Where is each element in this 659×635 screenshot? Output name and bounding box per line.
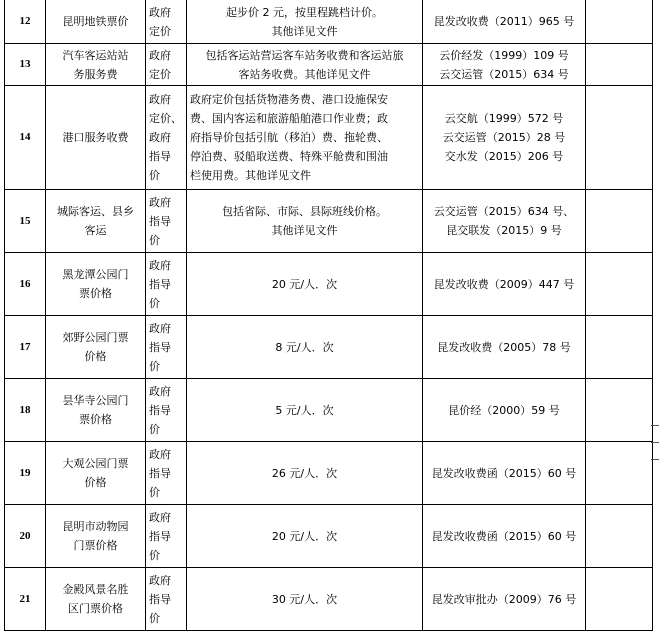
item-name-line: 金殿风景名胜 <box>62 583 129 596</box>
remarks-cell <box>586 44 653 86</box>
pricing-type-line: 政府 <box>149 48 171 62</box>
price-standard <box>187 442 423 505</box>
price-standard <box>187 0 423 44</box>
row-number: 14 <box>5 86 46 190</box>
item-name-line: 票价格 <box>79 287 112 300</box>
policy-document <box>423 44 586 86</box>
item-name <box>46 505 146 568</box>
price-standard <box>187 379 423 442</box>
policy-document-line: 昆发改收费（2009）447 号 <box>433 277 575 291</box>
pricing-type-line: 价 <box>149 296 160 310</box>
pricing-type <box>146 568 187 631</box>
row-number: 12 <box>5 0 46 44</box>
pricing-type-line: 政府 <box>149 384 171 398</box>
policy-document-line: 云交运管（2015）634 号、 <box>433 205 575 218</box>
margin-marks <box>651 425 659 476</box>
pricing-type-line: 指导 <box>149 214 171 228</box>
row-number: 21 <box>5 568 46 631</box>
pricing-type-line: 政府 <box>149 510 171 524</box>
row-number: 20 <box>5 505 46 568</box>
pricing-type <box>146 442 187 505</box>
pricing-type-line: 价 <box>149 611 160 625</box>
price-standard <box>187 505 423 568</box>
pricing-type <box>146 86 187 190</box>
margin-mark <box>651 459 659 460</box>
row-number: 13 <box>5 44 46 86</box>
remarks-cell <box>586 505 653 568</box>
remarks-cell <box>586 0 653 44</box>
item-name-line: 门票价格 <box>73 539 118 552</box>
price-standard <box>187 568 423 631</box>
item-name-line: 昆明地铁票价 <box>62 15 129 28</box>
pricing-type-line: 政府 <box>149 447 171 461</box>
item-name-line: 大观公园门票 <box>62 457 129 470</box>
price-standard-line: 26 元/人．次 <box>271 466 338 480</box>
policy-document-line: 云交运管（2015）634 号 <box>439 67 569 81</box>
table-row <box>5 568 653 631</box>
item-name <box>46 379 146 442</box>
pricing-type-line: 指导 <box>149 592 171 606</box>
table-row <box>5 86 653 190</box>
pricing-type-line: 政府 <box>149 131 171 144</box>
pricing-type-line: 指导 <box>149 340 171 354</box>
pricing-type-line: 指导 <box>149 466 171 480</box>
pricing-type-line: 价 <box>149 548 160 562</box>
pricing-type-line: 政府 <box>149 195 171 209</box>
margin-mark <box>651 425 659 426</box>
price-standard-line: 20 元/人．次 <box>271 277 338 291</box>
pricing-type-line: 指导 <box>149 150 171 163</box>
policy-document <box>423 253 586 316</box>
item-name <box>46 253 146 316</box>
price-standard-line: 府指导价包括引航（移泊）费、拖轮费、 <box>190 131 388 144</box>
price-standard-line: 8 元/人．次 <box>275 340 334 354</box>
fee-table-body <box>5 0 653 631</box>
pricing-type-line: 政府 <box>149 5 171 19</box>
row-number: 19 <box>5 442 46 505</box>
policy-document-line: 昆发改收费（2011）965 号 <box>433 15 575 28</box>
pricing-type-line: 价 <box>149 233 160 247</box>
price-standard-line: 20 元/人．次 <box>271 529 338 543</box>
pricing-type-line: 定价 <box>149 24 171 38</box>
item-name <box>46 0 146 44</box>
policy-document-line: 昆发改审批办（2009）76 号 <box>431 592 577 606</box>
price-standard-line: 栏使用费。其他详见文件 <box>190 169 311 182</box>
pricing-type-line: 政府 <box>149 258 171 272</box>
pricing-type-line: 价 <box>149 359 160 373</box>
row-number: 18 <box>5 379 46 442</box>
price-standard <box>187 190 423 253</box>
price-standard <box>187 86 423 190</box>
item-name-line: 汽车客运站站 <box>62 48 129 62</box>
policy-document-line: 昆发改收费函（2015）60 号 <box>431 466 577 480</box>
pricing-type-line: 政府 <box>149 93 171 106</box>
remarks-cell <box>586 253 653 316</box>
margin-mark <box>651 442 659 443</box>
price-standard-line: 其他详见文件 <box>271 224 338 237</box>
pricing-type <box>146 316 187 379</box>
item-name-line: 昆明市动物园 <box>62 520 129 533</box>
pricing-type-line: 定价 <box>149 67 171 81</box>
row-number: 17 <box>5 316 46 379</box>
price-standard-line: 30 元/人．次 <box>271 592 338 606</box>
item-name-line: 港口服务收费 <box>62 131 129 144</box>
price-standard-line: 包括省际、市际、县际班线价格。 <box>222 205 387 218</box>
policy-document <box>423 568 586 631</box>
item-name <box>46 86 146 190</box>
pricing-type-line: 政府 <box>149 573 171 587</box>
policy-document-line: 昆价经（2000）59 号 <box>448 403 560 417</box>
policy-document <box>423 86 586 190</box>
policy-document-line: 昆发改收费函（2015）60 号 <box>431 529 577 543</box>
table-row <box>5 505 653 568</box>
pricing-type <box>146 190 187 253</box>
pricing-type <box>146 44 187 86</box>
policy-document <box>423 505 586 568</box>
remarks-cell <box>586 442 653 505</box>
item-name-line: 务服务费 <box>73 67 118 81</box>
remarks-cell <box>586 568 653 631</box>
policy-document <box>423 442 586 505</box>
remarks-cell <box>586 316 653 379</box>
pricing-type-line: 定价、 <box>149 112 182 125</box>
row-number: 15 <box>5 190 46 253</box>
table-row <box>5 0 653 44</box>
price-standard-line: 包括客运站营运客车站务收费和客运站旅 <box>205 48 404 62</box>
item-name-line: 客运 <box>84 224 107 237</box>
item-name <box>46 44 146 86</box>
price-standard-line: 5 元/人．次 <box>275 403 334 417</box>
item-name-line: 价格 <box>84 476 107 489</box>
price-standard <box>187 44 423 86</box>
policy-document-line: 云交运管（2015）28 号 <box>442 131 566 144</box>
price-standard-line: 其他详见文件 <box>271 24 338 38</box>
item-name-line: 郊野公园门票 <box>62 331 129 344</box>
item-name-line: 黑龙潭公园门 <box>62 268 129 281</box>
item-name <box>46 568 146 631</box>
fee-table <box>4 0 653 631</box>
price-standard <box>187 316 423 379</box>
policy-document <box>423 0 586 44</box>
remarks-cell <box>586 379 653 442</box>
item-name <box>46 316 146 379</box>
table-row <box>5 253 653 316</box>
table-row <box>5 379 653 442</box>
item-name-line: 区门票价格 <box>68 602 123 615</box>
policy-document-line: 交水发（2015）206 号 <box>444 150 564 163</box>
policy-document <box>423 316 586 379</box>
price-standard-line: 停泊费、驳船取送费、特殊平舱费和围油 <box>190 150 388 163</box>
price-standard-line: 费、国内客运和旅游船舶港口作业费；政 <box>190 112 388 125</box>
pricing-type-line: 价 <box>149 422 160 436</box>
price-standard-line: 起步价 2 元，按里程跳档计价。 <box>226 5 383 19</box>
item-name <box>46 190 146 253</box>
table-row <box>5 316 653 379</box>
item-name-line: 昙华寺公园门 <box>62 394 129 407</box>
price-standard-line: 客站务收费。其他详见文件 <box>238 67 371 81</box>
price-standard <box>187 253 423 316</box>
policy-document-line: 云交航（1999）572 号 <box>444 112 564 125</box>
pricing-type-line: 价 <box>149 169 160 182</box>
policy-document-line: 昆交联发（2015）9 号 <box>446 224 562 237</box>
policy-document-line: 昆发改收费（2005）78 号 <box>437 340 571 354</box>
table-row <box>5 190 653 253</box>
item-name-line: 价格 <box>84 350 107 363</box>
remarks-cell <box>586 86 653 190</box>
pricing-type-line: 指导 <box>149 403 171 417</box>
pricing-type-line: 指导 <box>149 529 171 543</box>
pricing-type <box>146 379 187 442</box>
item-name <box>46 442 146 505</box>
pricing-type-line: 价 <box>149 485 160 499</box>
pricing-type <box>146 505 187 568</box>
row-number: 16 <box>5 253 46 316</box>
pricing-type <box>146 0 187 44</box>
item-name-line: 城际客运、县乡 <box>57 205 134 218</box>
table-row <box>5 442 653 505</box>
pricing-type-line: 指导 <box>149 277 171 291</box>
table-row <box>5 44 653 86</box>
pricing-type <box>146 253 187 316</box>
item-name-line: 票价格 <box>79 413 112 426</box>
policy-document-line: 云价经发（1999）109 号 <box>439 48 569 62</box>
pricing-type-line: 政府 <box>149 321 171 335</box>
policy-document <box>423 190 586 253</box>
policy-document <box>423 379 586 442</box>
price-standard-line: 政府定价包括货物港务费、港口设施保安 <box>190 93 388 106</box>
remarks-cell <box>586 190 653 253</box>
